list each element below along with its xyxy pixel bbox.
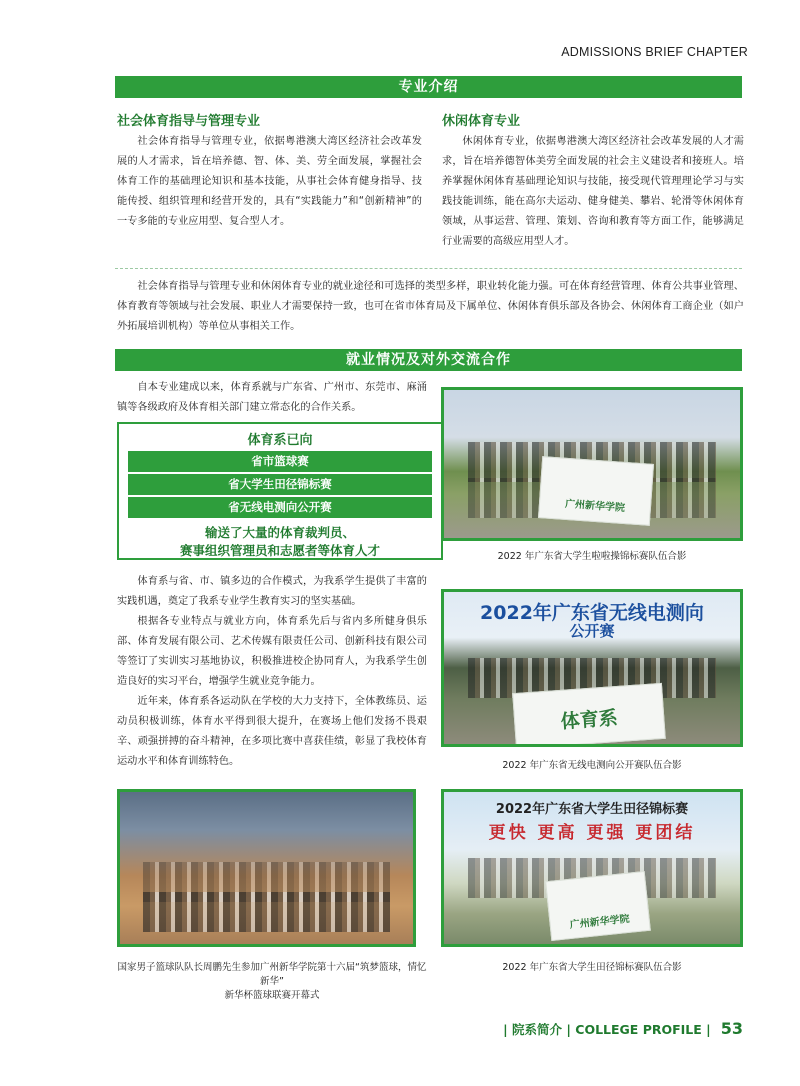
major-title-social-sports: 社会体育指导与管理专业 <box>117 114 261 129</box>
players-silhouette <box>143 892 389 932</box>
caption-basketball-line2: 新华杯篮球联赛开幕式 <box>224 990 320 1001</box>
photo-cheerleading-team <box>441 387 743 541</box>
box-outcome-line1: 输送了大量的体育裁判员、 <box>204 525 355 540</box>
cooperation-details <box>117 572 427 772</box>
event-radio-orienteering: 省无线电测向公开赛 <box>128 497 432 518</box>
caption-basketball <box>117 961 427 1003</box>
section-title-employment: 就业情况及对外交流合作 <box>115 349 742 371</box>
orienteering-banner: 2022年广东省无线电测向 <box>480 602 704 624</box>
paragraph-teams: 近年来，体育系各运动队在学校的大力支持下，全体教练员、运动员积极训练，体育水平得到很大提升，在赛场上他们发扬不畏艰辛、顽强拼搏的奋斗精神，在多项比赛中喜获佳绩，彰显了我校体育运动水平和体育训练特色。 <box>117 696 427 767</box>
box-title: 体育系已向 <box>247 433 313 448</box>
photo-radio-orienteering-team <box>441 589 743 747</box>
flag-label: 广州新华学院 <box>564 498 626 515</box>
athletics-slogan: 更快 更高 更强 更团结 <box>488 823 696 843</box>
event-basketball: 省市篮球赛 <box>128 451 432 472</box>
athletics-banner: 2022年广东省大学生田径锦标赛 <box>495 802 689 817</box>
social-sports-description: 社会体育指导与管理专业，依据粤港澳大湾区经济社会改革发展的人才需求，旨在培养德、智、体、美、劳全面发展，掌握社会体育工作的基础理论知识和基本技能，从事社会体育健身指导、技能传授、组织管理和经营开发的，具有“实践能力”和“创新精神”的一专多能的专业应用型、复合型人才。 <box>117 136 422 227</box>
caption-athletics: 2022 年广东省大学生田径锦标赛队伍合影 <box>502 962 682 973</box>
caption-cheerleading: 2022 年广东省大学生啦啦操锦标赛队伍合影 <box>497 551 687 562</box>
photo-athletics-team <box>441 789 743 947</box>
college-flag <box>538 456 654 526</box>
college-flag <box>545 871 651 941</box>
box-outcome-line2: 赛事组织管理员和志愿者等体育人才 <box>179 543 380 558</box>
flag-label: 体育系 <box>560 707 619 733</box>
department-flag <box>512 683 666 747</box>
caption-orienteering: 2022 年广东省无线电测向公开赛队伍合影 <box>502 760 682 771</box>
page-footer <box>503 1019 743 1038</box>
cooperation-intro: 自本专业建成以来，体育系就与广东省、广州市、东莞市、麻涌镇等各级政府及体育相关部门建立常态化的合作关系。 <box>117 382 427 413</box>
flag-label: 广州新华学院 <box>569 913 631 932</box>
paragraph-practice: 体育系与省、市、镇多边的合作模式，为我系学生提供了丰富的实践机遇，奠定了我系专业学生教育实习的坚实基础。 <box>117 576 427 607</box>
box-outcome <box>119 524 441 560</box>
talent-delivery-box <box>117 422 443 560</box>
chapter-header: ADMISSIONS BRIEF CHAPTER <box>561 45 748 59</box>
photo-basketball-opening <box>117 789 416 947</box>
leisure-sports-description: 休闲体育专业，依据粤港澳大湾区经济社会改革发展的人才需求，旨在培养德智体美劳全面发展的社会主义建设者和接班人。培养掌握休闲体育基础理论知识与技能，接受现代管理理论学习与实践技能训练，能在高尔夫运动、健身健美、攀岩、轮滑等休闲体育领域，从事运营、管理、策划、咨询和教育等方面工作，能够满足行业需要的高级应用型人才。 <box>442 136 744 247</box>
major-title-leisure-sports: 休闲体育专业 <box>442 114 521 129</box>
employment-summary: 社会体育指导与管理专业和休闲体育专业的就业途径和可选择的类型多样，职业转化能力强。可在体育经营管理、体育公共事业管理、体育教育等领域与社会发展、职业人才需要保持一致，也可在省市体育局及下属单位、休闲体育俱乐部及各协会、休闲体育工商企业（如户外拓展培训机构）等单位从事相关工作。 <box>117 281 744 332</box>
orienteering-banner-sub: 公开赛 <box>569 622 615 640</box>
section-title-major-intro: 专业介绍 <box>115 76 742 98</box>
footer-section-label: | 院系简介 | COLLEGE PROFILE | <box>503 1022 711 1037</box>
event-athletics: 省大学生田径锦标赛 <box>128 474 432 495</box>
page-number: 53 <box>720 1019 743 1038</box>
paragraph-internship: 根据各专业特点与就业方向，体育系先后与省内多所健身俱乐部、体育发展有限公司、艺术传媒有限责任公司、创新科技有限公司等签订了实训实习基地协议，积极推进校企协同育人，为我系学生创造良好的实习平台，增强学生就业竞争能力。 <box>117 616 427 687</box>
caption-basketball-line1: 国家男子篮球队队长周鹏先生参加广州新华学院第十六届“筑梦篮球，情忆新华” <box>117 962 427 987</box>
section-divider <box>115 268 742 269</box>
